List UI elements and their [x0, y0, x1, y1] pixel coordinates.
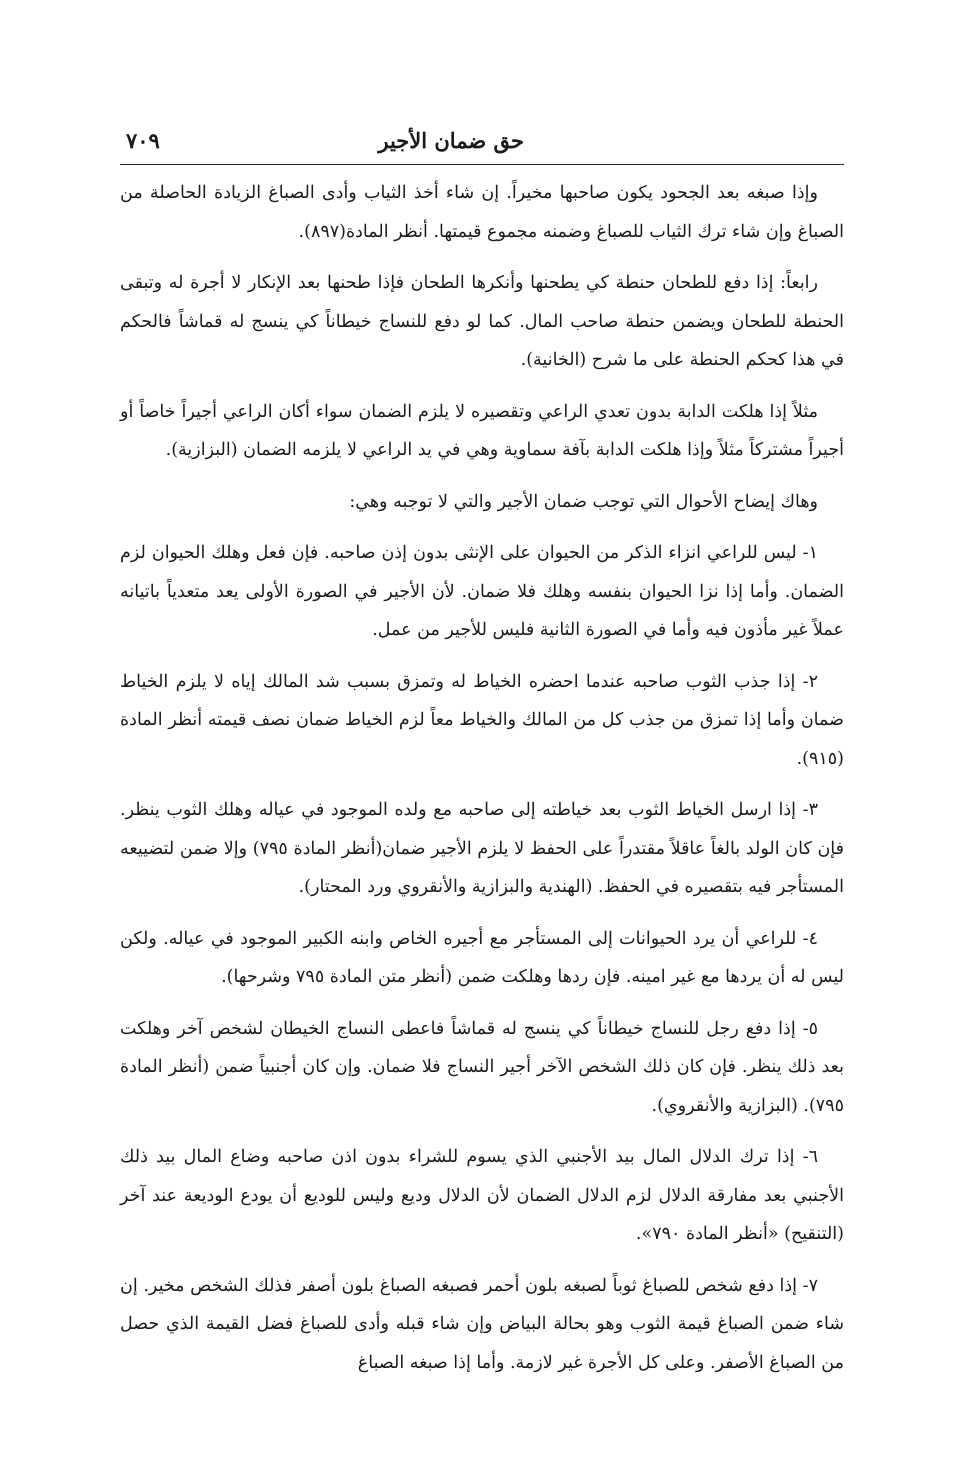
- running-header: [120, 124, 844, 165]
- paragraph-cases-intro: وهاك إيضاح الأحوال التي توجب ضمان الأجير والتي لا توجبه وهي:: [349, 491, 818, 512]
- paragraph-case-7: ٧- إذا دفع شخص للصباغ ثوباً لصبغه بلون أحمر فصبغه الصباغ بلون أصفر فذلك الشخص مخير. إن شاء ضمن الصباغ قيمة الثوب وهو بحالة البياض وإن شاء قبله وأدى للصباغ فضل القيمة الذي حصل من الصباغ الأصفر. وعلى كل الأجرة غير لازمة. وأما إذا صبغه الصباغ: [120, 1275, 844, 1373]
- paragraph-case-2: ٢- إذا جذب الثوب صاحبه عندما احضره الخياط له وتمزق بسبب شد المالك إياه لا يلزم الخياط ضمان وأما إذا تمزق من جذب كل من المالك والخياط معاً لزم الخياط ضمان نصف قيمته أنظر المادة (٩١٥).: [120, 671, 844, 769]
- paragraph-dye-after-denial: وإذا صبغه بعد الجحود يكون صاحبها مخيراً. إن شاء أخذ الثياب وأدى الصباغ الزيادة الحاصلة من الصباغ وإن شاء ترك الثياب للصباغ وضمنه مجموع قيمتها. أنظر المادة(٨٩٧).: [120, 183, 844, 242]
- paragraph-case-3: ٣- إذا ارسل الخياط الثوب بعد خياطته إلى صاحبه مع ولده الموجود في عياله وهلك الثوب ينظر. فإن كان الولد بالغاً عاقلاً مقتدراً على الحفظ لا يلزم الأجير ضمان(أنظر المادة ٧٩٥) وإلا ضمن لتضييعه المستأجر فيه بتقصيره في الحفظ. (الهندية والبزازية والأنقروي ورد المحتار).: [120, 800, 844, 897]
- page-number: ٧٠٩: [126, 128, 160, 153]
- paragraph-case-5: ٥- إذا دفع رجل للنساج خيطاناً كي ينسج له قماشاً فاعطى النساج الخيطان لشخص آخر وهلكت بعد ذلك ينظر. فإن كان ذلك الشخص الآخر أجير النساج فلا ضمان. وإن كان أجنبياً ضمن (أنظر المادة ٧٩٥). (البزازية والأنقروي).: [120, 1018, 844, 1116]
- paragraph-case-6: ٦- إذا ترك الدلال المال بيد الأجنبي الذي يسوم للشراء بدون اذن صاحبه وضاع المال بيد ذلك الأجنبي بعد مفارقة الدلال لزم الدلال الضمان لأن الدلال وديع وليس للوديع أن يودع الوديعة عند آخر (التنقيح) «أنظر المادة ٧٩٠».: [120, 1147, 844, 1244]
- body-text: [120, 174, 844, 1395]
- running-title: حق ضمان الأجير: [378, 128, 524, 153]
- paragraph-shepherd-example: مثلاً إذا هلكت الدابة بدون تعدي الراعي وتقصيره لا يلزم الضمان سواء أكان الراعي أجيراً خاصاً أو أجيراً مشتركاً مثلاً وإذا هلكت الدابة بآفة سماوية وهي في يد الراعي لا يلزمه الضمان (البزازية).: [120, 401, 844, 460]
- paragraph-case-1: ١- ليس للراعي انزاء الذكر من الحيوان على الإنثى بدون إذن صاحبه. فإن فعل وهلك الحيوان لزم الضمان. وأما إذا نزا الحيوان بنفسه وهلك فلا ضمان. لأن الأجير في الصورة الأولى يعد متعدياً باتيانه عملاً غير مأذون فيه وأما في الصورة الثانية فليس للأجير من عمل.: [120, 543, 844, 640]
- paragraph-case-4: ٤- للراعي أن يرد الحيوانات إلى المستأجر مع أجيره الخاص وابنه الكبير الموجود في عياله. ولكن ليس له أن يردها مع غير امينه. فإن ردها وهلكت ضمن (أنظر متن المادة ٧٩٥ وشرحها).: [120, 928, 844, 987]
- paragraph-fourth-miller: رابعاً: إذا دفع للطحان حنطة كي يطحنها وأنكرها الطحان فإذا طحنها بعد الإنكار لا أجرة له وتبقى الحنطة للطحان ويضمن حنطة صاحب المال. كما لو دفع للنساج خيطاناً كي ينسج له قماشاً فالحكم في هذا كحكم الحنطة على ما شرح (الخانية).: [120, 273, 844, 370]
